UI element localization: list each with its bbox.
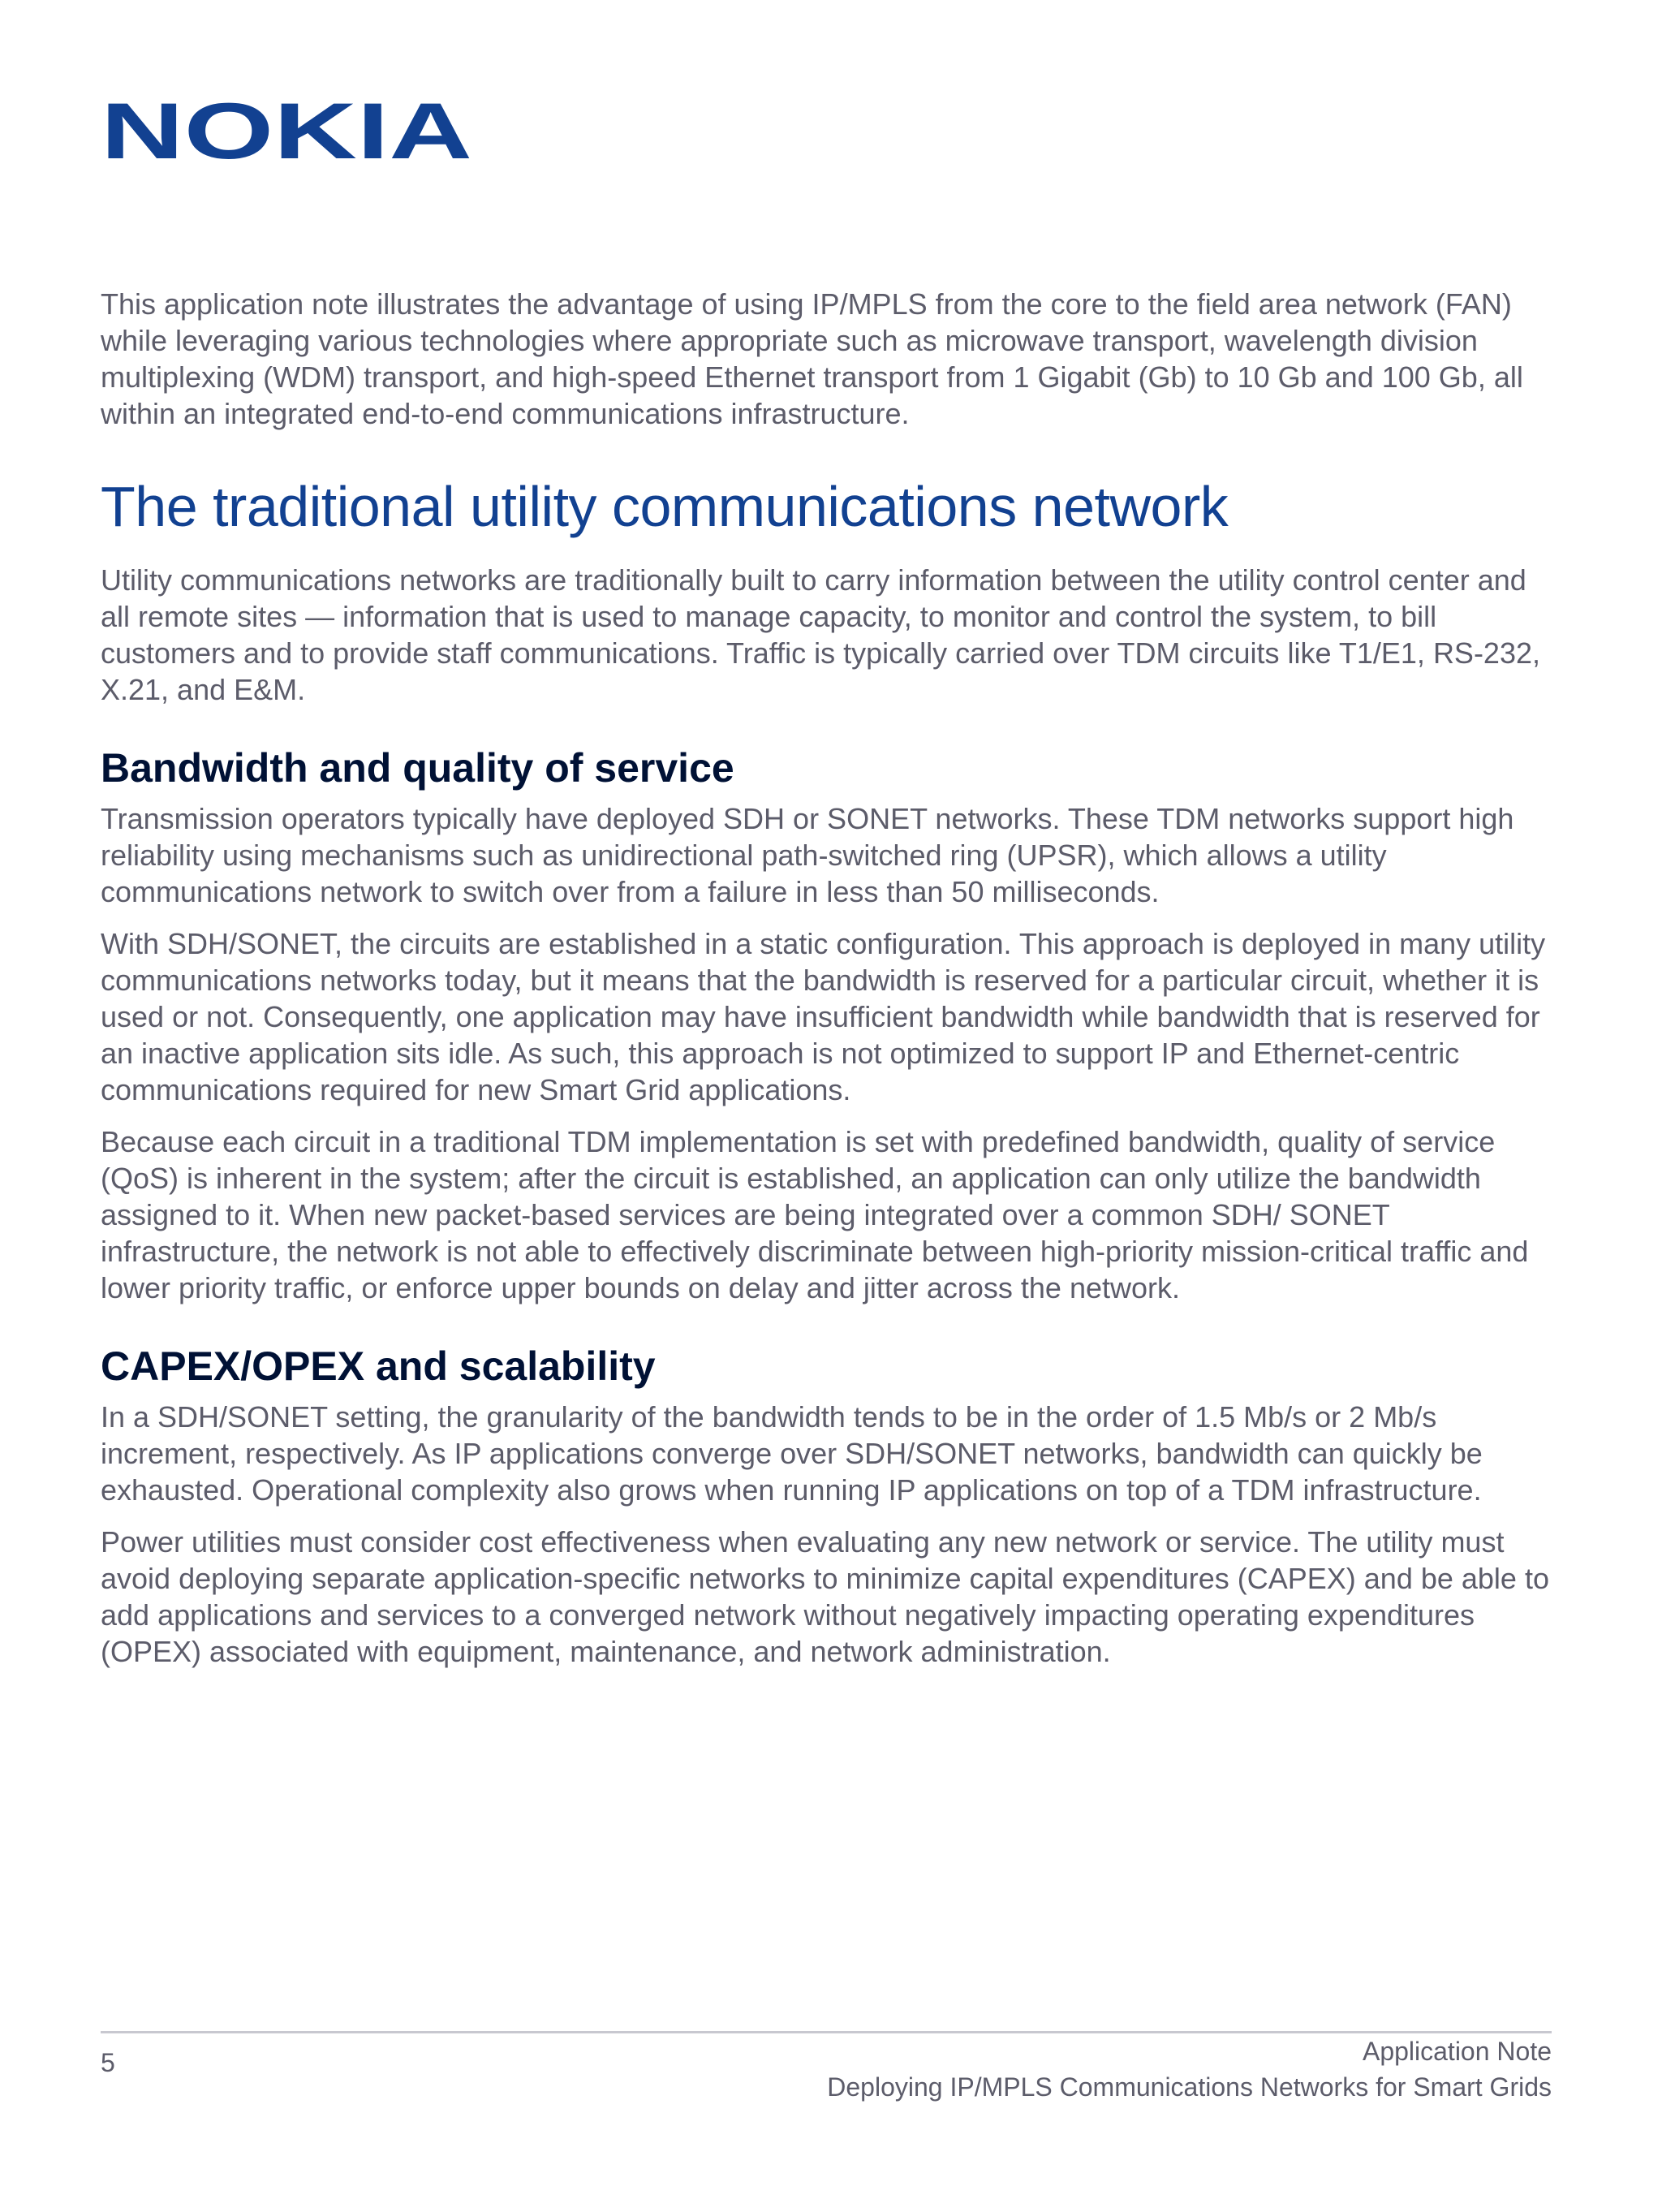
bandwidth-paragraph-2: With SDH/SONET, the circuits are established in a static configuration. This approach is deployed in many utility communications networks today, but it means that the bandwidth is reserved for a particular circuit, whether it is used or not. Consequently, one application may have insufficient bandwidth while bandwidth that is reserved for an inactive application sits idle. As such, this approach is not optimized to support IP and Ethernet-centric communications required for new Smart Grid applications. [101, 927, 1546, 1106]
subsection-heading-bandwidth: Bandwidth and quality of service [101, 745, 734, 791]
bandwidth-paragraph-3: Because each circuit in a traditional TDM implementation is set with predefined bandwidth, quality of service (QoS) is inherent in the system; after the circuit is established, an application can only utilize the bandwidth assigned to it. When new packet-based services are being integrated over a common SDH/ SONET infrastructure, the network is not able to effectively discriminate between high-priority mission-critical traffic and lower priority traffic, or enforce upper bounds on delay and jitter across the network. [101, 1125, 1529, 1304]
capex-paragraph-2: Power utilities must consider cost effectiveness when evaluating any new network or service. The utility must avoid deploying separate application-specific networks to minimize capital expenditures (CAPEX) and be able to add applications and services to a converged network without negatively impacting operating expenditures (OPEX) associated with equipment, maintenance, and network administration. [101, 1525, 1549, 1668]
section-paragraph: Utility communications networks are traditionally built to carry information between the utility control center and all remote sites — information that is used to manage capacity, to monitor and control the system, to bill customers and to provide staff communications. Traffic is typically carried over TDM circuits like T1/E1, RS-232, X.21, and E&M. [101, 563, 1541, 706]
section-title: The traditional utility communications network [101, 475, 1229, 538]
logo-text: NOKIA [101, 99, 472, 162]
subsection-heading-capex: CAPEX/OPEX and scalability [101, 1343, 656, 1389]
page-number: 5 [101, 2048, 115, 2077]
intro-paragraph: This application note illustrates the advantage of using IP/MPLS from the core to the field area network (FAN) while leveraging various technologies where appropriate such as microwave transport, wavelength division multiplexing (WDM) transport, and high-speed Ethernet transport from 1 Gigabit (Gb) to 10 Gb and 100 Gb, all within an integrated end-to-end communications infrastructure. [101, 287, 1523, 430]
footer-doc-title: Deploying IP/MPLS Communications Networks for Smart Grids [827, 2072, 1552, 2102]
footer-doc-type: Application Note [1362, 2037, 1552, 2066]
nokia-logo [101, 99, 472, 162]
document-body [101, 286, 1561, 1685]
capex-paragraph-1: In a SDH/SONET setting, the granularity of the bandwidth tends to be in the order of 1.5 Mb/s or 2 Mb/s increment, respectively. As IP applications converge over SDH/SONET networks, bandwidth can quickly be exhausted. Operational complexity also grows when running IP applications on top of a TDM infrastructure. [101, 1400, 1483, 1507]
footer-document-info [827, 2033, 1552, 2105]
bandwidth-paragraph-1: Transmission operators typically have deployed SDH or SONET networks. These TDM networks support high reliability using mechanisms such as unidirectional path-switched ring (UPSR), which allows a utility communications network to switch over from a failure in less than 50 milliseconds. [101, 802, 1514, 908]
nokia-logo-mark [101, 99, 472, 162]
